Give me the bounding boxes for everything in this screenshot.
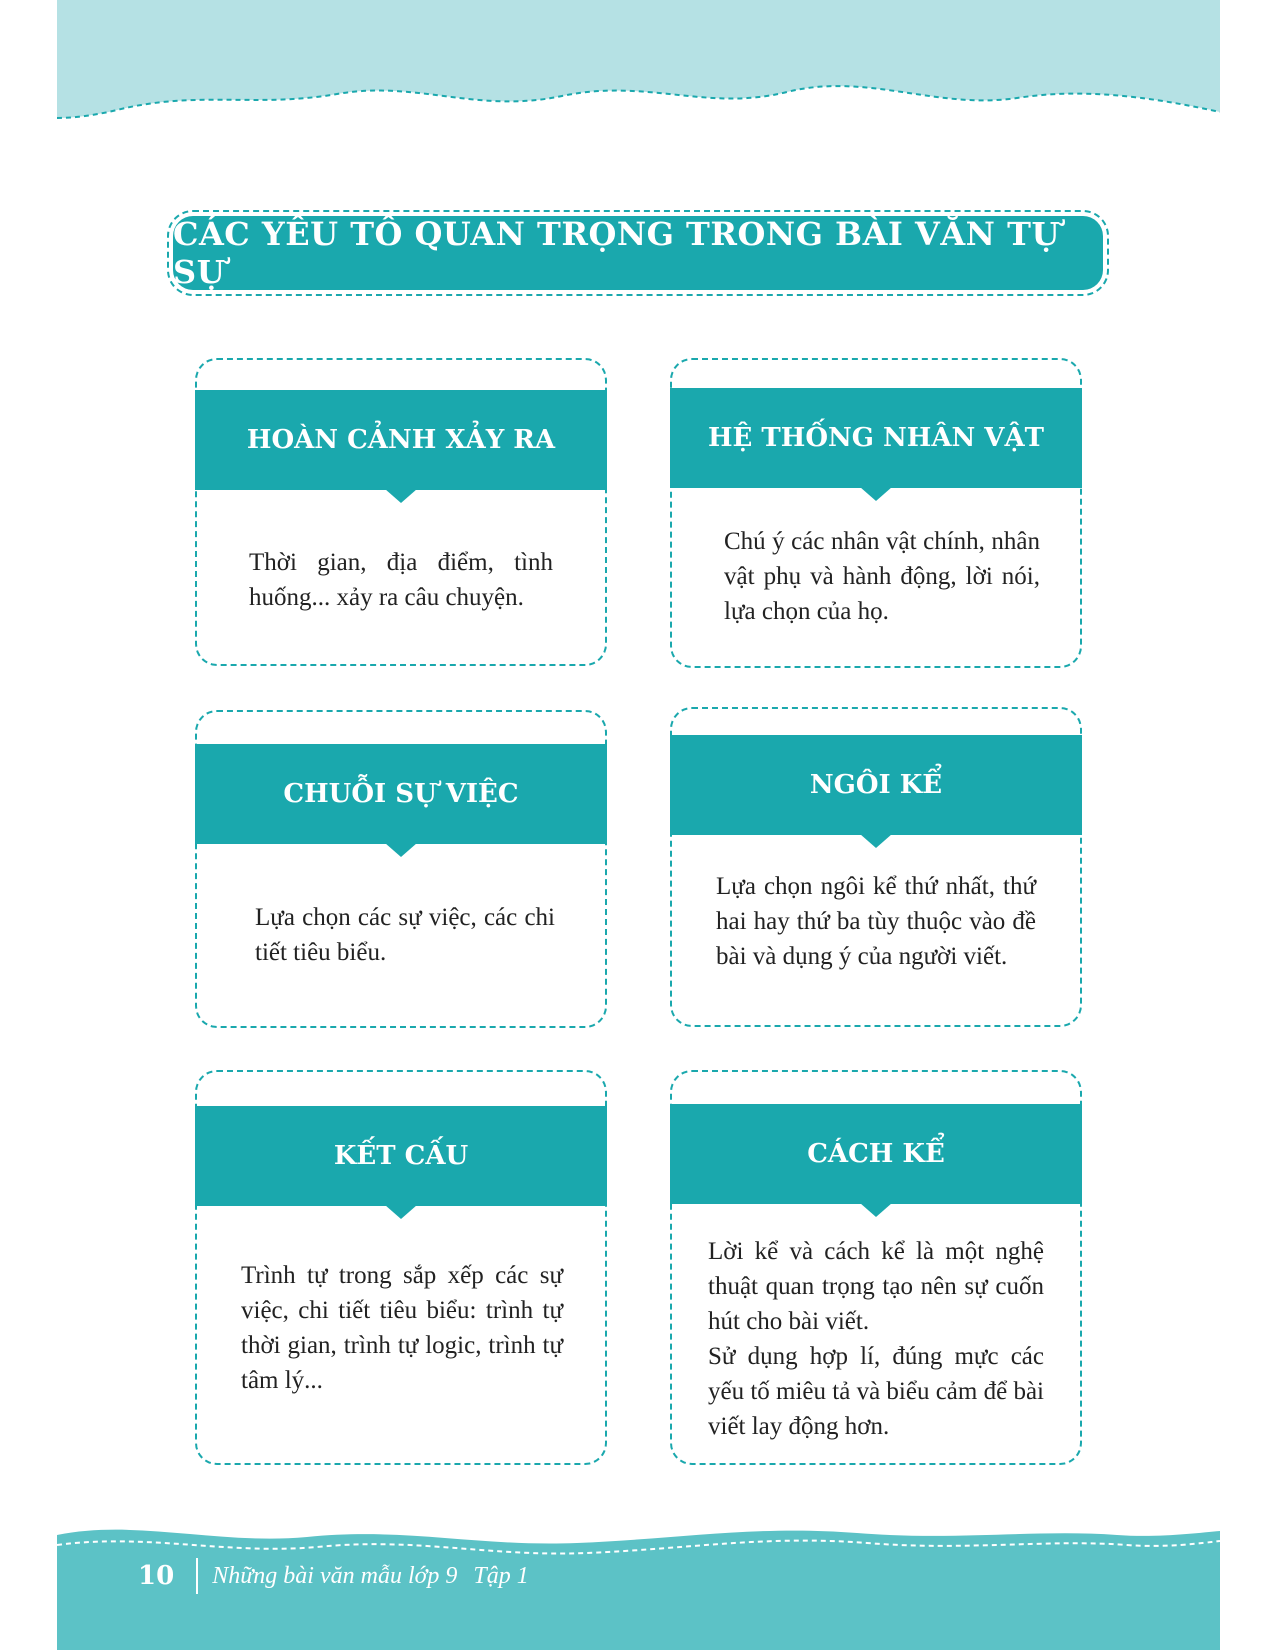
footer-divider	[196, 1558, 198, 1594]
card-text: Chú ý các nhân vật chính, nhân vật phụ và hành động, lời nói, lựa chọn của họ.	[724, 528, 1040, 625]
card-body	[716, 869, 1036, 974]
card-heading: HỆ THỐNG NHÂN VẬT	[707, 423, 1045, 453]
card-heading: NGÔI KỂ	[809, 770, 943, 800]
card-body	[249, 545, 553, 615]
card-text: Lời kể và cách kể là một nghệ thuật quan trọng tạo nên sự cuốn hút cho bài viết.	[708, 1238, 1044, 1335]
book-title: Những bài văn mẫu lớp 9	[212, 1562, 458, 1589]
header-wave-band	[57, 0, 1220, 130]
card-body	[241, 1258, 563, 1398]
card-heading: CÁCH KỂ	[807, 1139, 945, 1169]
card-text: Lựa chọn ngôi kể thứ nhất, thứ hai hay thứ ba tùy thuộc vào đề bài và dụng ý của người viết.	[716, 873, 1036, 970]
page-title: CÁC YẾU TỐ QUAN TRỌNG TRONG BÀI VĂN TỰ SỰ	[173, 215, 1060, 291]
book-volume: Tập 1	[473, 1562, 529, 1589]
card-header	[670, 388, 1082, 488]
card-body	[708, 1234, 1044, 1444]
card-heading: HOÀN CẢNH XẢY RA	[246, 425, 556, 455]
card-header	[195, 1106, 607, 1206]
card-text: Sử dụng hợp lí, đúng mực các yếu tố miêu tả và biểu cảm để bài viết lay động hơn.	[708, 1343, 1044, 1440]
card-text: Trình tự trong sắp xếp các sự việc, chi tiết tiêu biểu: trình tự thời gian, trình tự logic, trình tự tâm lý...	[241, 1262, 563, 1394]
card-text: Thời gian, địa điểm, tình huống... xảy ra câu chuyện.	[249, 549, 553, 611]
card-nhan-vat	[670, 358, 1082, 668]
card-hoan-canh	[195, 358, 607, 666]
card-header	[670, 1104, 1082, 1204]
card-header	[195, 390, 607, 490]
page-number: 10	[138, 1561, 175, 1591]
card-header	[195, 744, 607, 844]
card-cach-ke	[670, 1070, 1082, 1465]
card-heading: CHUỖI SỰ VIỆC	[283, 779, 519, 809]
card-ngoi-ke	[670, 707, 1082, 1027]
card-body	[724, 524, 1040, 629]
page-footer	[138, 1556, 529, 1596]
card-heading: KẾT CẤU	[333, 1141, 469, 1171]
card-ket-cau	[195, 1070, 607, 1465]
card-chuoi-su-viec	[195, 710, 607, 1028]
card-body	[255, 900, 555, 970]
card-text: Lựa chọn các sự việc, các chi tiết tiêu biểu.	[255, 904, 555, 966]
title-banner	[173, 216, 1103, 290]
card-header	[670, 735, 1082, 835]
